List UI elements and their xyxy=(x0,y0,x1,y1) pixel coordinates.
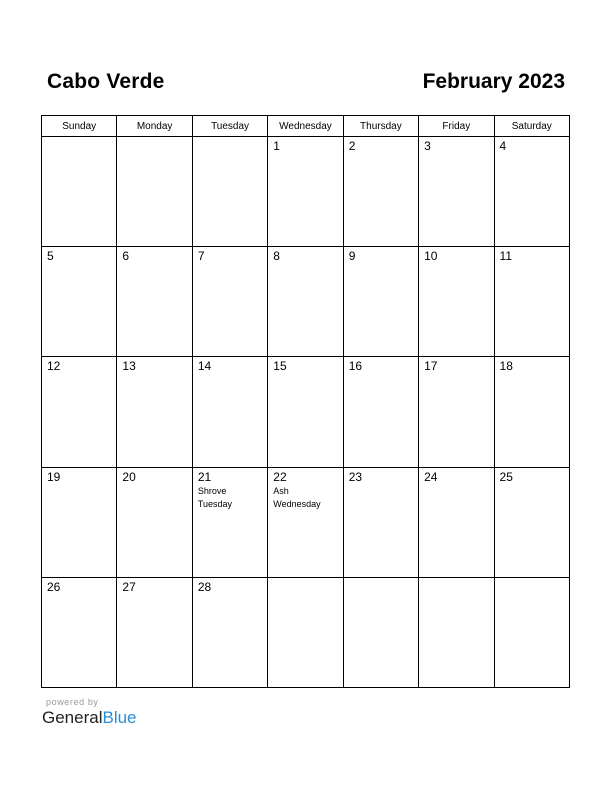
day-number: 3 xyxy=(424,139,431,153)
brand-general: General xyxy=(42,708,103,727)
calendar-body xyxy=(42,137,570,688)
week-row xyxy=(42,577,570,687)
day-number: 9 xyxy=(348,249,356,264)
day-number: 22 xyxy=(273,469,287,484)
day-cell xyxy=(494,137,569,247)
week-row xyxy=(42,467,570,577)
day-cell xyxy=(419,137,494,247)
day-cell xyxy=(268,247,343,357)
holiday-label: Ash Wednesday xyxy=(273,485,321,509)
day-cell xyxy=(192,137,267,247)
day-cell xyxy=(419,247,494,357)
day-number: 15 xyxy=(273,359,287,374)
day-cell xyxy=(268,357,343,467)
day-cell xyxy=(42,577,117,687)
weekday-friday: Friday xyxy=(419,116,494,137)
day-cell xyxy=(192,577,267,687)
weekday-thursday: Thursday xyxy=(343,116,418,137)
week-row xyxy=(42,137,570,247)
day-cell xyxy=(117,137,192,247)
day-number: 24 xyxy=(424,469,438,484)
day-number: 1 xyxy=(273,139,280,153)
day-cell xyxy=(419,467,494,577)
day-cell xyxy=(192,357,267,467)
brand-blue: Blue xyxy=(102,708,137,727)
day-number: 20 xyxy=(122,469,136,484)
day-number: 13 xyxy=(122,359,136,374)
generalblue-logo xyxy=(42,708,137,728)
day-cell xyxy=(268,467,343,577)
day-cell xyxy=(494,577,569,687)
day-number: 16 xyxy=(348,359,363,374)
day-cell xyxy=(494,357,569,467)
day-cell xyxy=(117,577,192,687)
weekday-tuesday: Tuesday xyxy=(192,116,267,137)
day-cell xyxy=(42,357,117,467)
day-number: 26 xyxy=(47,579,61,594)
day-number: 4 xyxy=(499,139,507,153)
day-cell xyxy=(117,467,192,577)
calendar-grid xyxy=(41,115,570,688)
day-cell xyxy=(117,247,192,357)
day-number: 28 xyxy=(197,579,212,594)
day-cell xyxy=(42,137,117,247)
weekday-sunday: Sunday xyxy=(42,116,117,137)
day-number: 11 xyxy=(499,249,512,264)
day-cell xyxy=(494,247,569,357)
day-number: 8 xyxy=(273,249,280,264)
weekday-header-row xyxy=(42,116,570,137)
day-cell xyxy=(343,467,418,577)
day-cell xyxy=(343,137,418,247)
day-number: 19 xyxy=(47,469,61,484)
weekday-saturday: Saturday xyxy=(494,116,569,137)
day-cell xyxy=(42,247,117,357)
day-number: 5 xyxy=(47,249,54,264)
holiday-label: Shrove Tuesday xyxy=(197,485,233,509)
day-number: 21 xyxy=(197,469,212,484)
weekday-monday: Monday xyxy=(117,116,192,137)
day-cell xyxy=(419,357,494,467)
day-cell xyxy=(268,137,343,247)
day-number: 27 xyxy=(122,579,136,594)
day-cell xyxy=(117,357,192,467)
month-year-title: February 2023 xyxy=(422,70,565,93)
day-number: 12 xyxy=(47,359,61,374)
day-number: 17 xyxy=(424,359,438,374)
day-number: 2 xyxy=(348,139,356,153)
day-cell xyxy=(343,357,418,467)
day-number: 7 xyxy=(197,249,205,264)
day-cell xyxy=(42,467,117,577)
day-number: 18 xyxy=(499,359,513,374)
day-number: 14 xyxy=(197,359,212,374)
day-number: 25 xyxy=(499,469,513,484)
day-cell xyxy=(343,577,418,687)
day-number: 6 xyxy=(122,249,130,264)
day-cell xyxy=(192,467,267,577)
day-cell xyxy=(343,247,418,357)
day-cell xyxy=(494,467,569,577)
week-row xyxy=(42,357,570,467)
day-cell xyxy=(192,247,267,357)
day-cell xyxy=(419,577,494,687)
country-title: Cabo Verde xyxy=(47,70,165,93)
day-number: 10 xyxy=(424,249,438,264)
week-row xyxy=(42,247,570,357)
powered-by-text: powered by xyxy=(46,697,99,707)
weekday-wednesday: Wednesday xyxy=(268,116,343,137)
day-number: 23 xyxy=(348,469,363,484)
day-cell xyxy=(268,577,343,687)
